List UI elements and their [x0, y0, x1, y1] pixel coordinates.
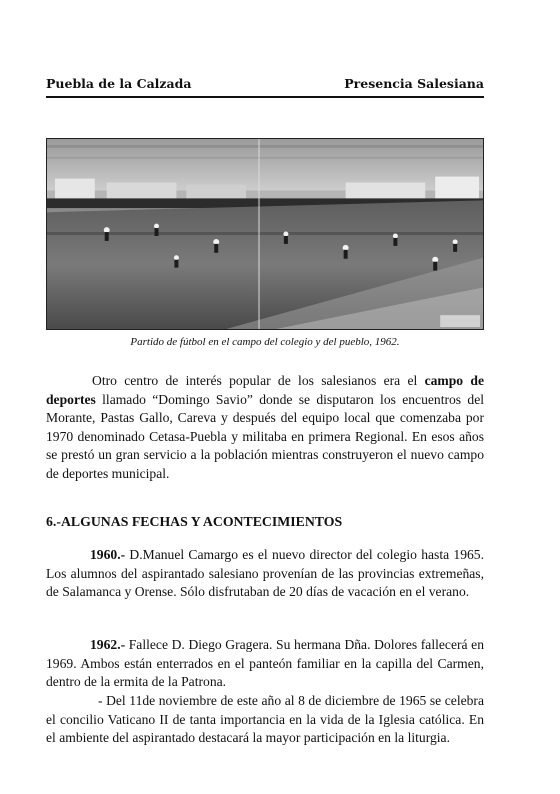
intro-bold-term: campo de deportes	[46, 373, 484, 407]
entry-1962-text: Fallece D. Diego Gragera. Su hermana Dña. Dolores fallecerá en 1969. Ambos están enterrados en el panteón familiar en la capilla del Carmen, dentro de la ermita de la Patrona.	[46, 637, 484, 690]
section-heading: 6.-ALGUNAS FECHAS Y ACONTECIMIENTOS	[46, 514, 343, 529]
entry-1962-year: 1962.-	[90, 637, 126, 652]
entry-1960	[46, 546, 484, 602]
intro-text-1: Otro centro de interés popular de los salesianos era el	[92, 373, 425, 388]
entry-1962-subitem	[46, 692, 484, 748]
entry-1960-text: D.Manuel Camargo es el nuevo director del colegio hasta 1965. Los alumnos del aspirantado salesiano provenían de las provincias extremeñas, de Salamanca y Orense. Sólo disfrutaban de 20 días de vacación en el verano.	[46, 547, 484, 600]
photo-caption: Partido de fútbol en el campo del colegio y del pueblo, 1962.	[130, 336, 400, 348]
entry-1962-subtext: - Del 11de noviembre de este año al 8 de diciembre de 1965 se celebra el concilio Vaticano II de tanta importancia en la vida de la Iglesia católica. En el ambiente del aspirantado destacará la mayor participación en la liturgia.	[46, 693, 484, 746]
intro-paragraph	[46, 372, 484, 484]
header-divider	[46, 96, 484, 98]
entry-1962	[46, 636, 484, 692]
photo-drawing	[47, 139, 483, 329]
entry-1960-year: 1960.-	[90, 547, 126, 562]
header-right-title: Presencia Salesiana	[344, 76, 484, 91]
running-header	[46, 76, 484, 91]
header-left-title: Puebla de la Calzada	[46, 76, 192, 91]
football-field-photo	[46, 138, 484, 330]
intro-text-2: llamado “Domingo Savio” donde se disputaron los encuentros del Morante, Pastas Gallo, Careva y después del equipo local que comenzaba por 1970 denominado Cetasa-Puebla y militaba en primera Regional. En esos años se prestó un gran servicio a la población mientras construyeron el nuevo campo de deportes municipal.	[46, 391, 484, 481]
